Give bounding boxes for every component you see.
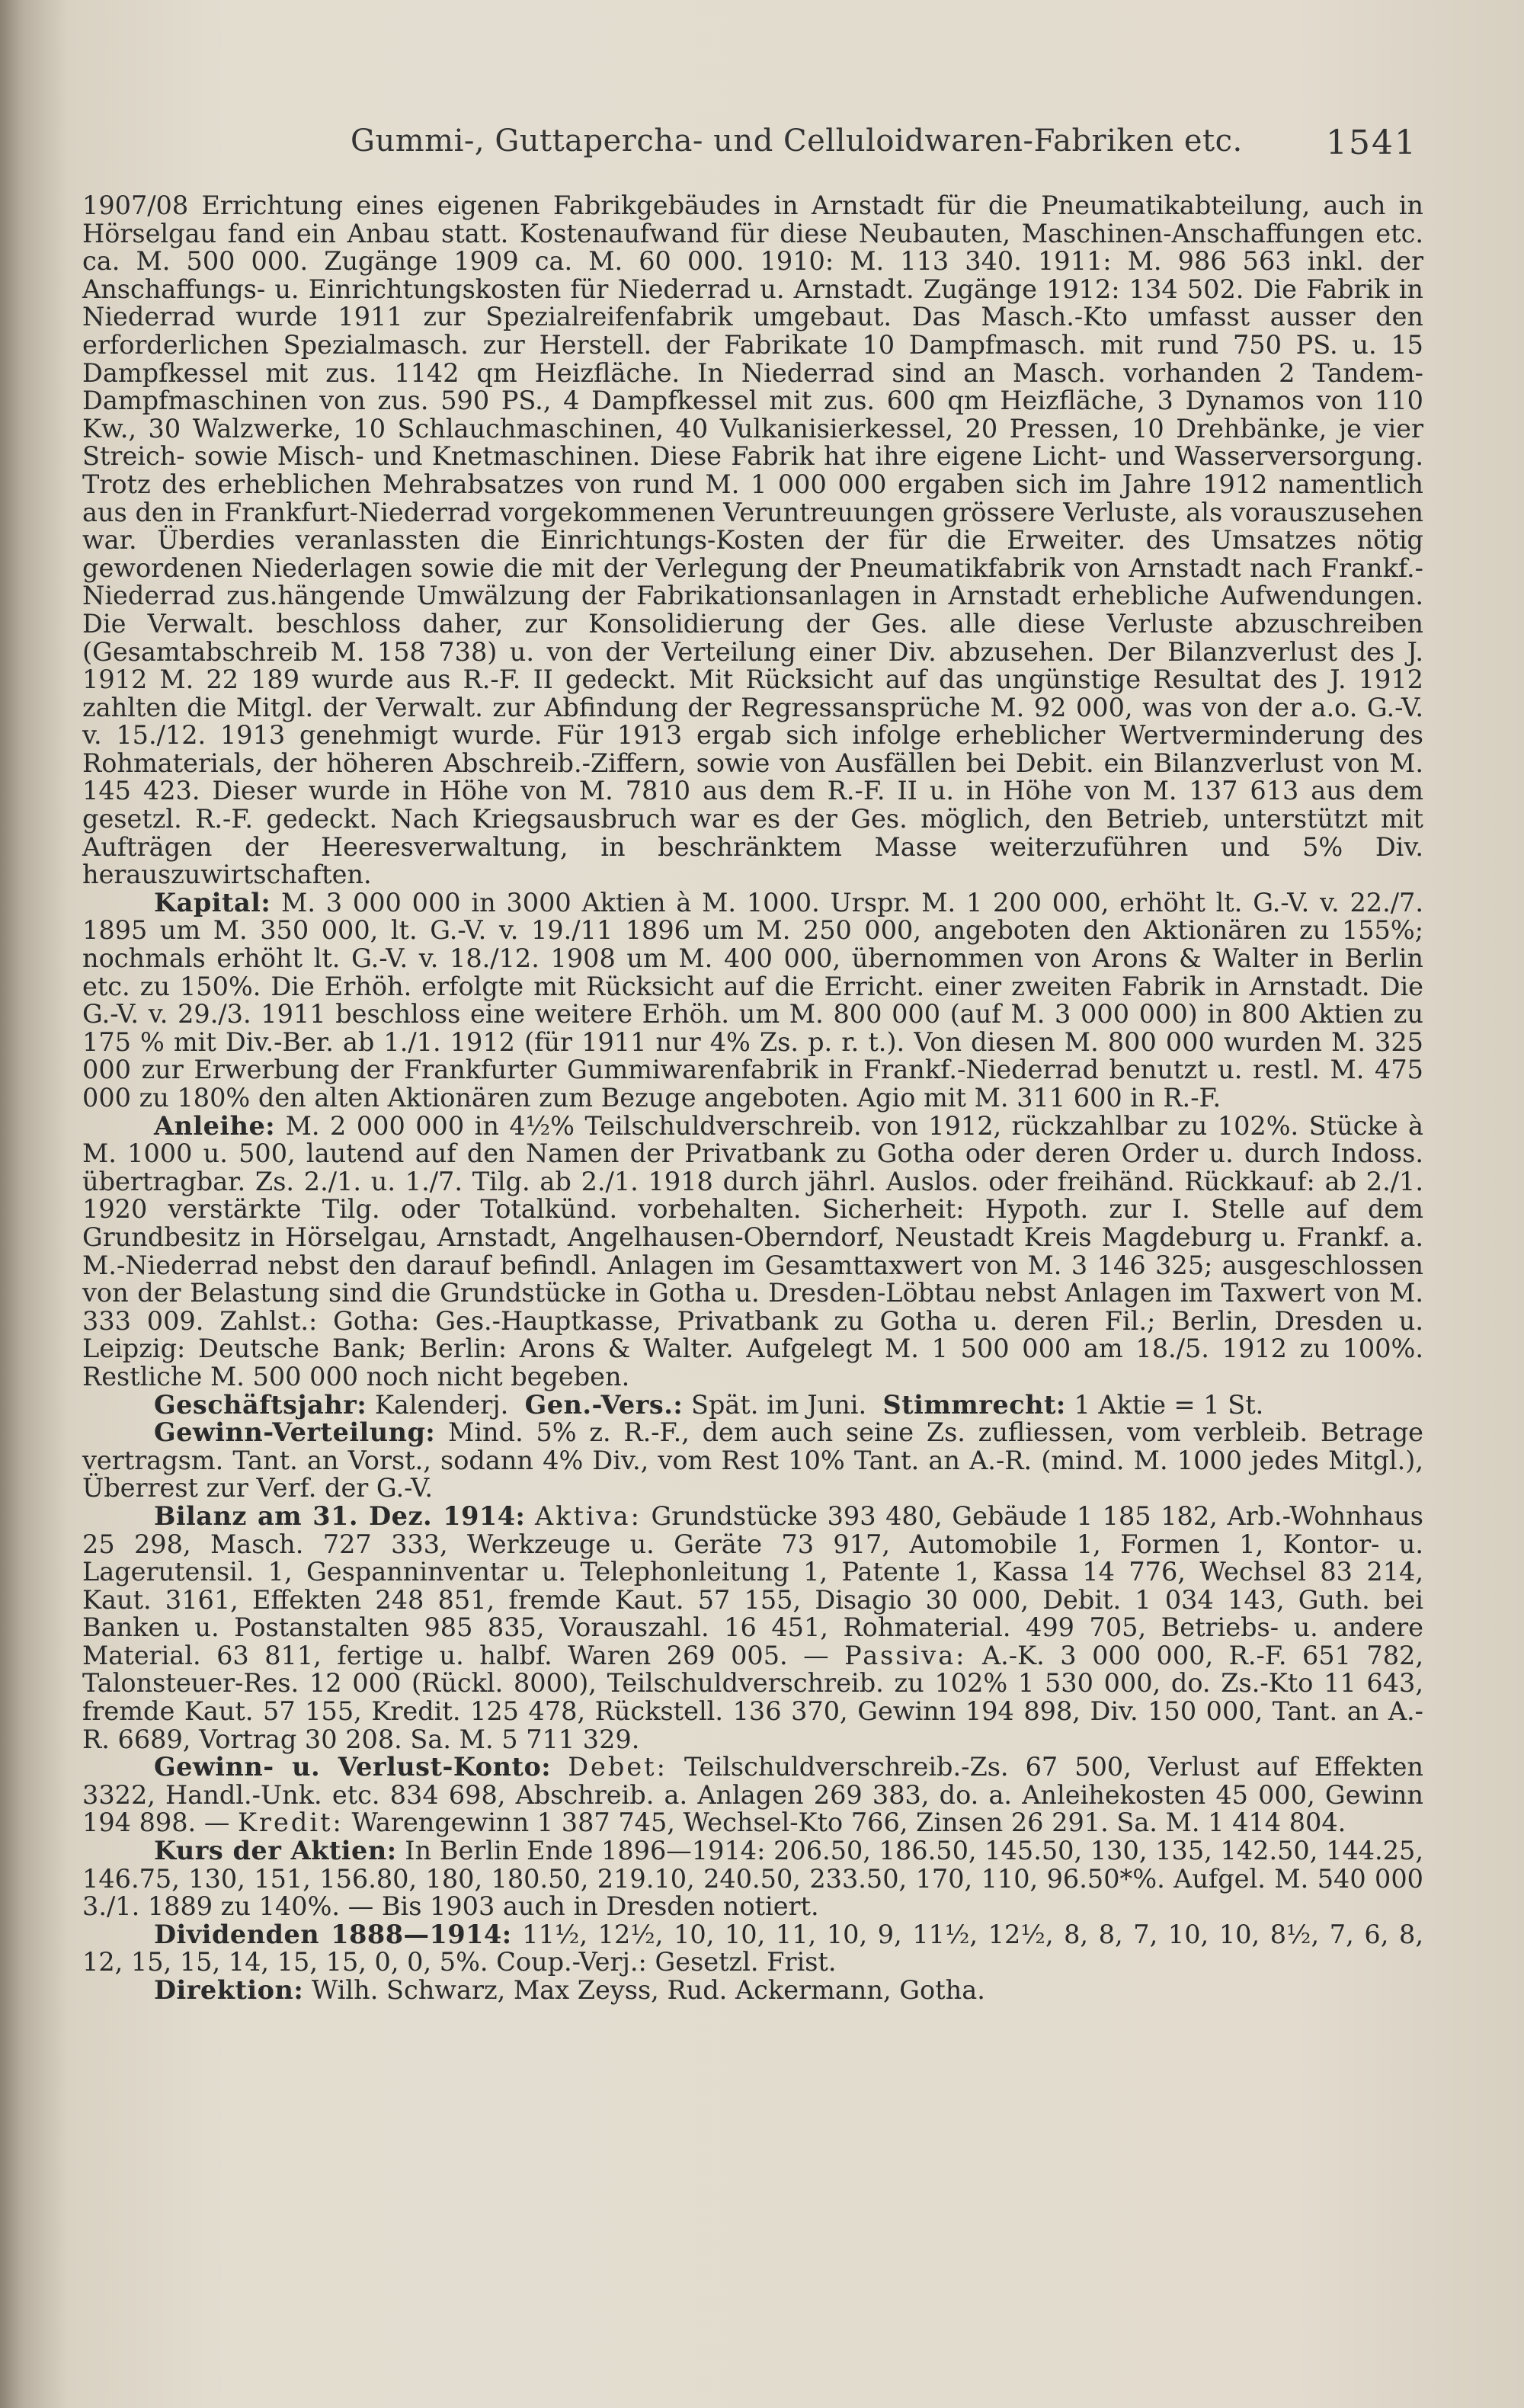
label-bilanz: Bilanz am 31. Dez. 1914: [154, 1500, 526, 1531]
paragraph-gewinn-verteilung [82, 1419, 1423, 1503]
kurs-text: In Berlin Ende 1896—1914: 206.50, 186.50, 145.50, 130, 135, 142.50, 144.25, 146.75, 130, 151, 156.80, 180, 180.50, 219.10, 240.50, 233.50, 170, 110, 96.50*%. Aufgel. M. 540 000 3./1. 1889 zu 140%. — Bis 1903 auch in Dresden notiert. [82, 1836, 1423, 1922]
paragraph-geschaeftsjahr [82, 1391, 1423, 1420]
label-kapital: Kapital: [154, 887, 271, 917]
debet-text: Teilschuldverschreib.-Zs. 67 500, Verlust auf Effekten 3322, Handl.-Unk. etc. 834 698, Abschreib. a. Anlagen 269 383, do. a. Anleihekosten 45 000, Gewinn 194 898. — [82, 1752, 1423, 1838]
kapital-text: M. 3 000 000 in 3000 Aktien à M. 1000. Urspr. M. 1 200 000, erhöht lt. G.-V. v. 22./7. 1895 um M. 350 000, lt. G.-V. v. 19./11 1896 um M. 250 000, angeboten den Aktionären zu 155%; nochmals erhöht lt. G.-V. v. 18./12. 1908 um M. 400 000, übernommen von Arons & Walter in Berlin etc. zu 150%. Die Erhöh. erfolgte mit Rücksicht auf die Erricht. einer zweiten Fabrik in Arnstadt. Die G.-V. v. 29./3. 1911 beschloss eine weitere Erhöh. um M. 800 000 (auf M. 3 000 000) in 800 Aktien zu 175 % mit Div.-Ber. ab 1./1. 1912 (für 1911 nur 4% Zs. p. r. t.). Von diesen M. 800 000 wurden M. 325 000 zur Erwerbung der Frankfurter Gummiwarenfabrik in Frankf.-Niederrad benutzt u. restl. M. 475 000 zu 180% den alten Aktionären zum Bezuge angeboten. Agio mit M. 311 600 in R.-F. [82, 887, 1423, 1113]
running-title: Gummi-, Guttapercha- und Celluloidwaren-Fabriken etc. [351, 123, 1243, 159]
gewinn-verteilung-text: Mind. 5% z. R.-F., dem auch seine Zs. zufliessen, vom verbleib. Betrage vertragsm. Tant. an Vorst., sodann 4% Div., vom Rest 10% Tant. an A.-R. (mind. M. 1000 jedes Mitgl.), Überrest zur Verf. der G.-V. [82, 1417, 1423, 1503]
label-kredit: Kredit: [238, 1808, 344, 1838]
label-geschaeftsjahr: Geschäftsjahr: [154, 1389, 367, 1420]
gen-vers-text: Spät. im Juni. [690, 1389, 867, 1420]
body-text [82, 192, 1423, 2005]
label-guv: Gewinn- u. Verlust-Konto: [154, 1752, 552, 1782]
label-gen-vers: Gen.-Vers.: [524, 1389, 684, 1420]
label-gewinn-verteilung: Gewinn-Verteilung: [154, 1417, 436, 1448]
label-direktion: Direktion: [154, 1975, 304, 2005]
page-number: 1541 [1326, 123, 1417, 162]
label-stimmrecht: Stimmrecht: [882, 1389, 1066, 1420]
label-kurs: Kurs der Aktien: [154, 1836, 397, 1866]
label-debet: Debet: [568, 1752, 668, 1782]
label-aktiva: Aktiva: [535, 1500, 642, 1531]
paragraph-dividenden [82, 1921, 1423, 1977]
kredit-text: Warengewinn 1 387 745, Wechsel-Kto 766, Zinsen 26 291. Sa. M. 1 414 804. [351, 1808, 1346, 1838]
paragraph-guv [82, 1753, 1423, 1837]
stimmrecht-text: 1 Aktie = 1 St. [1074, 1389, 1264, 1420]
aktiva-text: Grundstücke 393 480, Gebäude 1 185 182, Arb.-Wohnhaus 25 298, Masch. 727 333, Werkzeuge u. Geräte 73 917, Automobile 1, Formen 1, Kontor- u. Lagerutensil. 1, Gespanninventar u. Telephonleitung 1, Patente 1, Kassa 14 776, Wechsel 83 214, Kaut. 3161, Effekten 248 851, fremde Kaut. 57 155, Disagio 30 000, Debit. 1 034 143, Guth. bei Banken u. Postanstalten 985 835, Vorauszahl. 16 451, Rohmaterial. 499 705, Betriebs- u. andere Material. 63 811, fertige u. halbf. Waren 269 005. — [82, 1500, 1423, 1670]
paragraph-history: 1907/08 Errichtung eines eigenen Fabrikgebäudes in Arnstadt für die Pneumatikabteilung, auch in Hörselgau fand ein Anbau statt. Kostenaufwand für diese Neubauten, Maschinen-Anschaffungen etc. ca. M. 500 000. Zugänge 1909 ca. M. 60 000. 1910: M. 113 340. 1911: M. 986 563 inkl. der Anschaffungs- u. Einrichtungskosten für Niederrad u. Arnstadt. Zugänge 1912: 134 502. Die Fabrik in Niederrad wurde 1911 zur Spezialreifenfabrik umgebaut. Das Masch.-Kto umfasst ausser den erforderlichen Spezialmasch. zur Herstell. der Fabrikate 10 Dampfmasch. mit rund 750 PS. u. 15 Dampfkessel mit zus. 1142 qm Heizfläche. In Niederrad sind an Masch. vorhanden 2 Tandem-Dampfmaschinen von zus. 590 PS., 4 Dampfkessel mit zus. 600 qm Heizfläche, 3 Dynamos von 110 Kw., 30 Walzwerke, 10 Schlauchmaschinen, 40 Vulkanisierkessel, 20 Pressen, 10 Drehbänke, je vier Streich- sowie Misch- und Knetmaschinen. Diese Fabrik hat ihre eigene Licht- und Wasserversorgung. Trotz des erheblichen Mehrabsatzes von rund M. 1 000 000 ergaben sich im Jahre 1912 namentlich aus den in Frankfurt-Niederrad vorgekommenen Veruntreuungen grössere Verluste, als vorauszusehen war. Überdies veranlassten die Einrichtungs-Kosten der für die Erweiter. des Umsatzes nötig gewordenen Niederlagen sowie die mit der Verlegung der Pneumatikfabrik von Arnstadt nach Frankf.-Niederrad zus.hängende Umwälzung der Fabrikationsanlagen in Arnstadt erhebliche Aufwendungen. Die Verwalt. beschloss daher, zur Konsolidierung der Ges. alle diese Verluste abzuschreiben (Gesamtabschreib M. 158 738) u. von der Verteilung einer Div. abzusehen. Der Bilanzverlust des J. 1912 M. 22 189 wurde aus R.-F. II gedeckt. Mit Rücksicht auf das ungünstige Resultat des J. 1912 zahlten die Mitgl. der Verwalt. zur Abfindung der Regressansprüche M. 92 000, was von der a.o. G.-V. v. 15./12. 1913 genehmigt wurde. Für 1913 ergab sich infolge erheblicher Wertverminderung des Rohmaterials, der höheren Abschreib.-Ziffern, sowie von Ausfällen bei Debit. ein Bilanzverlust von M. 145 423. Dieser wurde in Höhe von M. 7810 aus dem R.-F. II u. in Höhe von M. 137 613 aus dem gesetzl. R.-F. gedeckt. Nach Kriegsausbruch war es der Ges. möglich, den Betrieb, unterstützt mit Aufträgen der Heeresverwaltung, in beschränktem Masse weiterzuführen und 5% Div. herauszuwirtschaften. [82, 191, 1423, 890]
label-anleihe: Anleihe: [154, 1110, 276, 1141]
label-dividenden: Dividenden 1888—1914: [154, 1919, 512, 1949]
paragraph-kapital [82, 889, 1423, 1113]
passiva-text: A.-K. 3 000 000, R.-F. 651 782, Talonsteuer-Res. 12 000 (Rückl. 8000), Teilschuldverschreib. zu 102% 1 530 000, do. Zs.-Kto 11 643, fremde Kaut. 57 155, Kredit. 125 478, Rückstell. 136 370, Gewinn 194 898, Div. 150 000, Tant. an A.-R. 6689, Vortrag 30 208. Sa. M. 5 711 329. [82, 1640, 1423, 1754]
geschaeftsjahr-text: Kalenderj. [374, 1389, 509, 1420]
direktion-text: Wilh. Schwarz, Max Zeyss, Rud. Ackermann, Gotha. [311, 1975, 985, 2005]
paragraph-kurs [82, 1837, 1423, 1921]
paragraph-bilanz [82, 1500, 1423, 1754]
anleihe-text: M. 2 000 000 in 4½% Teilschuldverschreib. von 1912, rückzahlbar zu 102%. Stücke à M. 1000 u. 500, lautend auf den Namen der Privatbank zu Gotha oder deren Order u. durch Indoss. übertragbar. Zs. 2./1. u. 1./7. Tilg. ab 2./1. 1918 durch jährl. Auslos. oder freihänd. Rückkauf: ab 2./1. 1920 verstärkte Tilg. oder Totalkünd. vorbehalten. Sicherheit: Hypoth. zur I. Stelle auf dem Grundbesitz in Hörselgau, Arnstadt, Angelhausen-Oberndorf, Neustadt Kreis Magdeburg u. Frankf. a. M.-Niederrad nebst den darauf befindl. Anlagen im Gesamttaxwert von M. 3 146 325; ausgeschlossen von der Belastung sind die Grundstücke in Gotha u. Dresden-Löbtau nebst Anlagen im Taxwert von M. 333 009. Zahlst.: Gotha: Ges.-Hauptkasse, Privatbank zu Gotha u. deren Fil.; Berlin, Dresden u. Leipzig: Deutsche Bank; Berlin: Arons & Walter. Aufgelegt M. 1 500 000 am 18./5. 1912 zu 100%. Restliche M. 500 000 noch nicht begeben. [82, 1110, 1423, 1391]
dividenden-text: 11½, 12½, 10, 10, 11, 10, 9, 11½, 12½, 8, 8, 7, 10, 10, 8½, 7, 6, 8, 12, 15, 15, 14, 15, 15, 0, 0, 5%. Coup.-Verj.: Gesetzl. Frist. [82, 1919, 1423, 1977]
paragraph-anleihe [82, 1110, 1423, 1391]
paragraph-direktion [82, 1977, 1423, 2005]
label-passiva: Passiva: [844, 1640, 967, 1670]
